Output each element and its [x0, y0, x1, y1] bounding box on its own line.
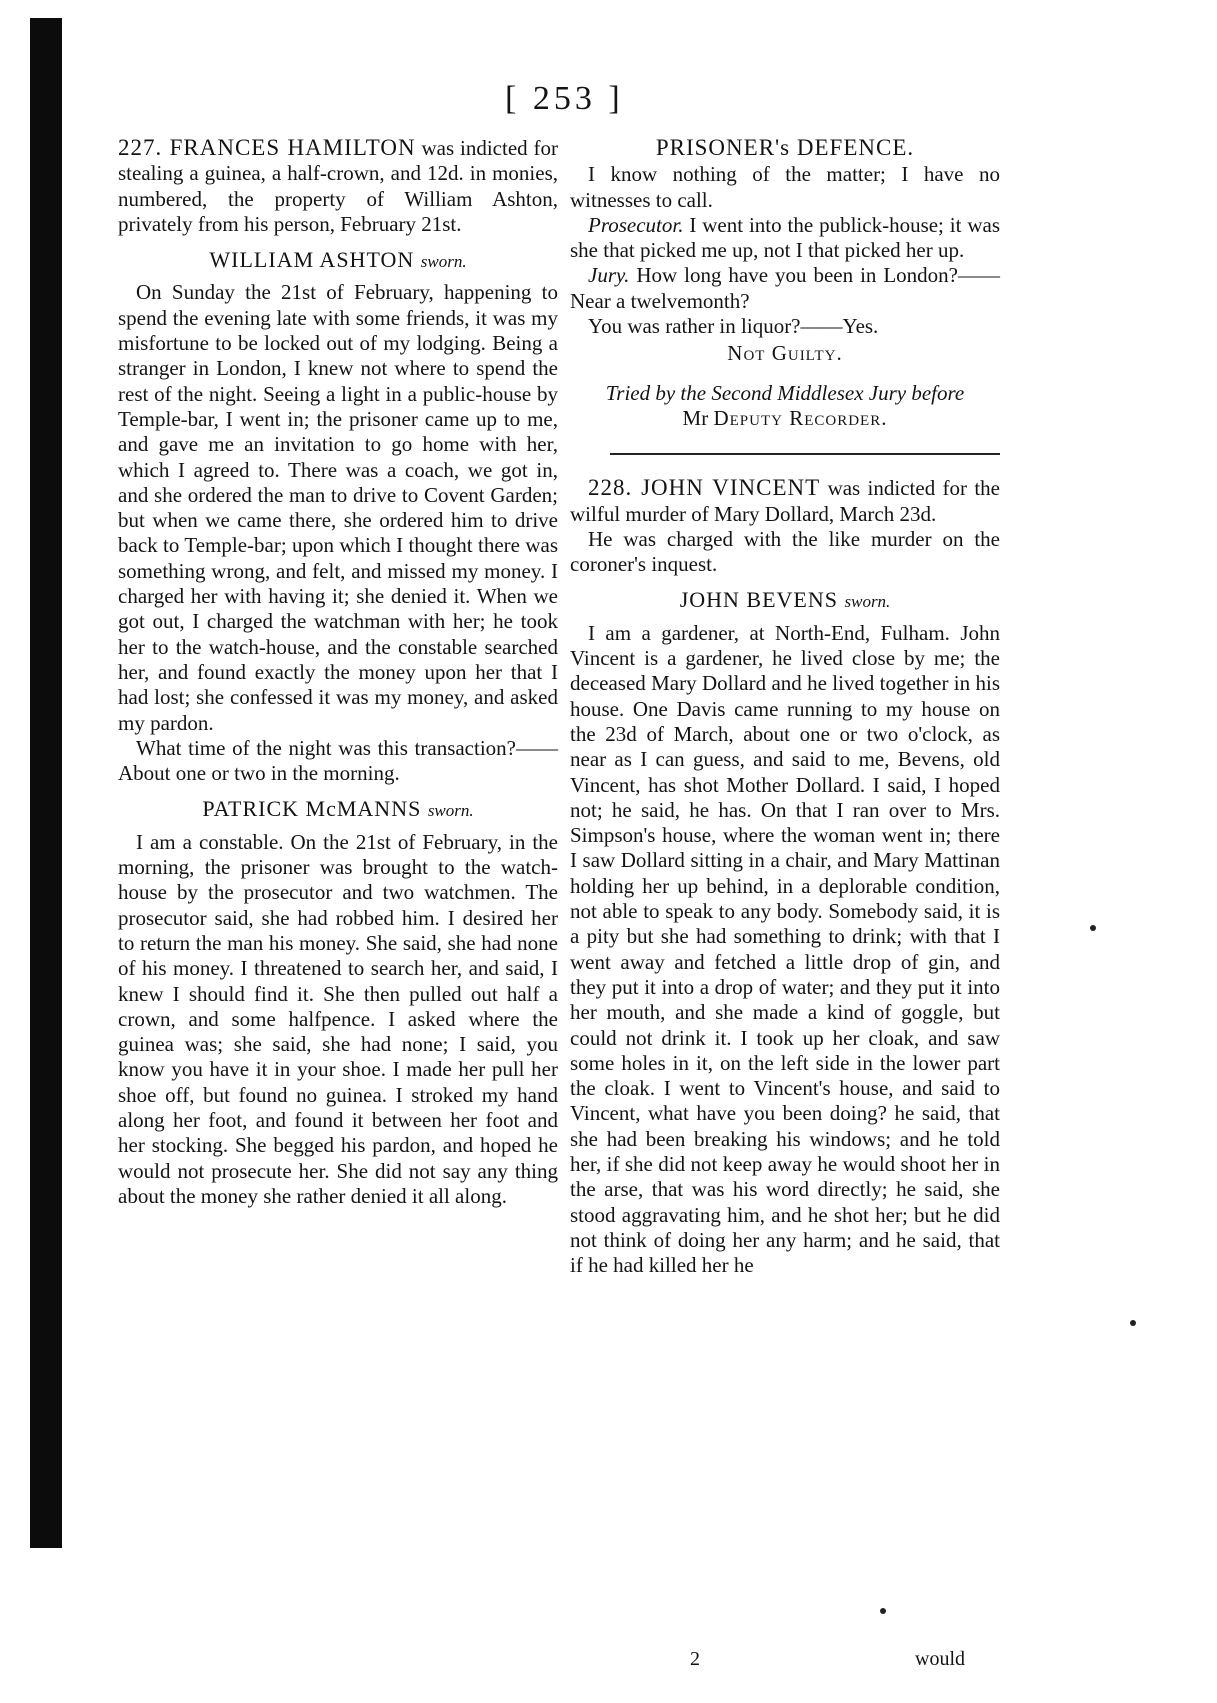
witness-ashton-testimony: On Sunday the 21st of February, happening to spend the evening late with some friends, it was my misfortune to be locked out of my lodging. Being a stranger in London, I knew not where to spend the rest of the night. Seeing a light in a public-house by Temple-bar, I went in; the prisoner came up to me, and gave me an invitation to go home with her, which I agreed to. There was a coach, we got in, and she ordered the man to drive to Covent Garden; but when we came there, she ordered him to drive back to Temple-bar; upon which I thought there was something wrong, and felt, and missed my money. I charged her with having it; she denied it. When we got out, I charged the watchman with her; he took her to the watch-house, and the constable searched her, and found exactly the money upon her that I had lost; she confessed it was my money, and asked my pardon. [118, 280, 558, 735]
tried-prefix: Mr [682, 405, 709, 430]
witness-ashton-sworn: sworn. [420, 252, 467, 272]
witness-mcmanns-testimony: I am a constable. On the 21st of February, in the morning, the prisoner was brought to the watch-house by the prosecutor and two watchmen. The prosecutor said, she had robbed him. I desired her to return the man his money. She said, she had none of his money. I threatened to search her, and said, I knew I should find it. She then pulled out half a crown, and some halfpence. I asked where the guinea was; she said, she had none; I said, you know you have it in your shoe. I made her pull her shoe off, but found no guinea. I stroked my hand along her foot, and found it between her foot and her stocking. She begged his pardon, and hoped he would not prosecute her. She did not say any thing about the money she rather denied it all along. [118, 829, 558, 1208]
section-divider [610, 453, 1000, 455]
signature-mark: 2 [690, 1648, 700, 1670]
prosecutor-answer [570, 213, 1000, 264]
case-228-entry [570, 475, 1000, 527]
witness-ashton-name: WILLIAM ASHTON [209, 247, 415, 273]
ink-speck [880, 1608, 886, 1614]
page-number: [ 253 ] [505, 80, 624, 117]
case-228-title: 228. JOHN VINCENT [588, 475, 821, 501]
tried-line-2 [570, 406, 1000, 431]
witness-ashton-heading [118, 247, 558, 274]
liquor-question: You was rather in liquor?——Yes. [588, 314, 879, 339]
ink-speck [1090, 925, 1096, 931]
prosecutor-text: I went into the publick-house; it was she that picked me up, not I that picked her up. [570, 212, 1001, 263]
witness-bevens-testimony: I am a gardener, at North-End, Fulham. John Vincent is a gardener, he lived close by me; the deceased Mary Dollard and he lived together in his house. One Davis came running to my house on the 23d of March, about one or two o'clock, as near as I can guess, and said to me, Bevens, old Vincent, has shot Mother Dollard. I said, I hoped not; he said, he has. On that I ran over to Mrs. Simpson's house, where the woman went in; there I saw Dollard sitting in a chair, and Mary Mattinan holding her up behind, in a deplorable condition, not able to speak to any body. Somebody said, it is a pity but she had something to drink; with that I went away and fetched a little drop of gin, and they put it into a drop of water; and they put it into her mouth, and she made a kind of goggle, but could not drink it. I took up her cloak, and saw some holes in it, on the left side in the lower part the cloak. I went to Vincent's house, and said to Vincent, what have you been doing? he said, that she had been breaking his windows; and he told her, if she did not keep away he would shoot her in the arse, that was his word directly; he said, she stood aggravating him, and he shot her; but he did not think of doing her any harm; and he said, that if he had killed her he [570, 620, 1000, 1278]
verdict: Not Guilty. [727, 341, 843, 366]
right-column [570, 135, 1000, 1278]
prosecutor-label: Prosecutor. [588, 212, 684, 237]
case-227-entry [118, 135, 558, 237]
tried-recorder: Deputy Recorder. [713, 405, 888, 430]
case-228-text: was indicted for the wilful murder of Mary Dollard, March 23d. [570, 476, 1001, 526]
jury-question [570, 263, 1000, 314]
catchword: would [915, 1648, 965, 1670]
witness-bevens-heading [570, 587, 1000, 614]
jury-label: Jury. [588, 263, 630, 288]
witness-mcmanns-name: PATRICK McMANNS [202, 796, 422, 822]
case-228-coroner: He was charged with the like murder on the coroner's inquest. [570, 526, 1000, 577]
left-column [118, 135, 558, 1209]
case-227-text: was indicted for stealing a guinea, a half-crown, and 12d. in monies, numbered, the property of William Ashton, privately from his person, February 21st. [118, 136, 558, 236]
defence-statement: I know nothing of the matter; I have no witnesses to call. [570, 162, 1000, 212]
witness-mcmanns-sworn: sworn. [427, 801, 474, 821]
defence-heading: PRISONER's DEFENCE. [655, 135, 915, 160]
jury-text: How long have you been in London?——Near a twelvemonth? [570, 263, 1000, 313]
ink-speck [1130, 1320, 1136, 1326]
binding-shadow [30, 18, 62, 1548]
witness-bevens-sworn: sworn. [844, 592, 891, 612]
tried-line-1: Tried by the Second Middlesex Jury before [605, 380, 965, 405]
witness-bevens-name: JOHN BEVENS [679, 587, 838, 613]
case-227-title: 227. FRANCES HAMILTON [118, 135, 416, 160]
witness-mcmanns-heading [118, 796, 558, 823]
witness-ashton-question: What time of the night was this transaction?——About one or two in the morning. [118, 735, 558, 786]
